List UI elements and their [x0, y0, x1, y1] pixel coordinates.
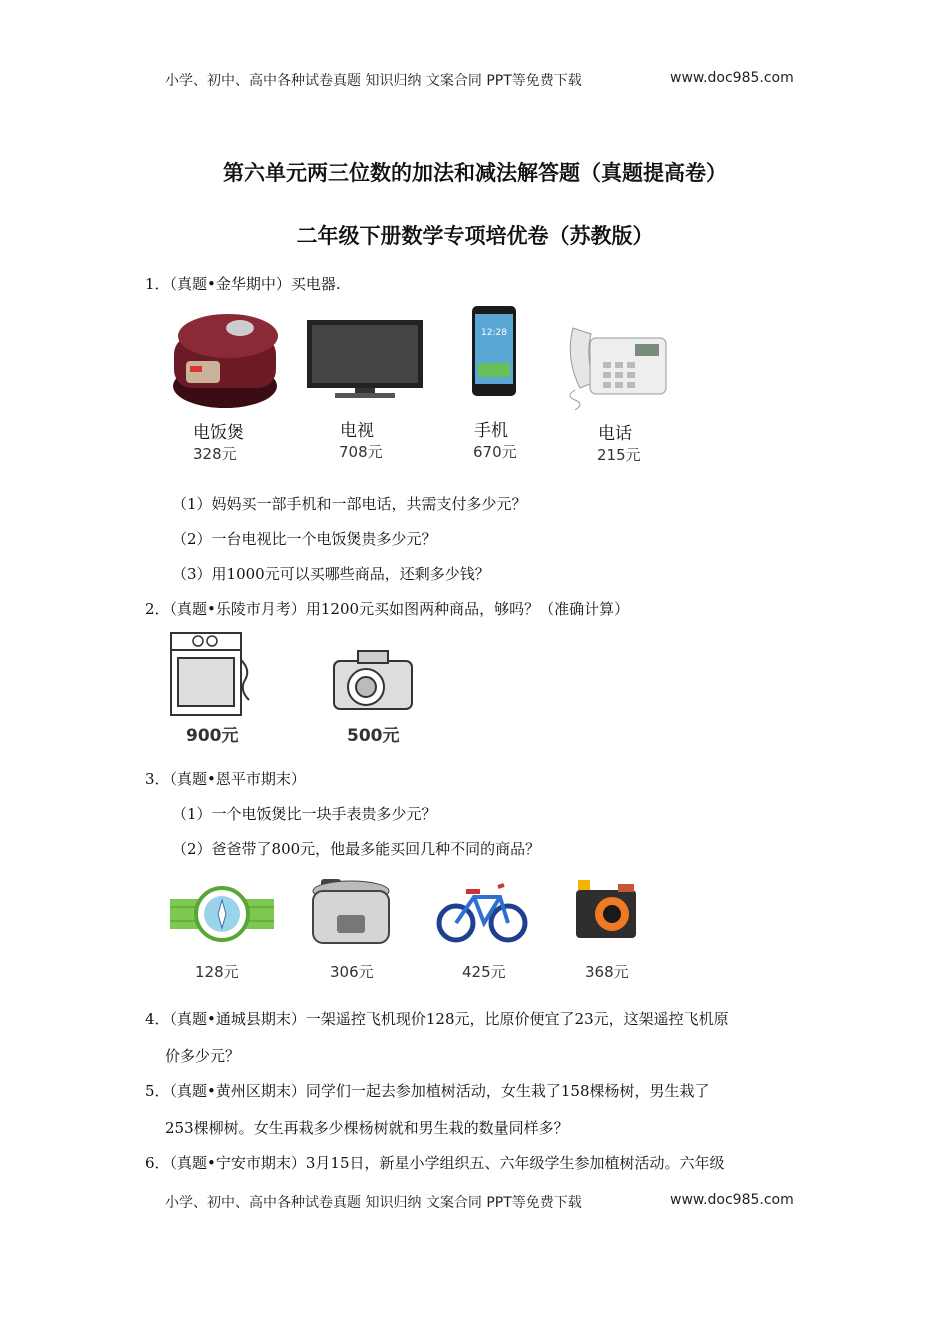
telephone-image	[555, 318, 670, 413]
camera-image	[330, 645, 416, 715]
camera-image	[574, 878, 644, 943]
q5-line1: 5．（真题•黄州区期末）同学们一起去参加植树活动，女生栽了158棵杨树，男生栽了	[145, 1082, 710, 1100]
document-subtitle: 二年级下册数学专项培优卷（苏教版）	[296, 224, 654, 248]
header-text: 小学、初中、高中各种试卷真题 知识归纳 文案合同 PPT等免费下载	[165, 73, 582, 89]
svg-text:12:28: 12:28	[481, 328, 507, 338]
item-price: 128元	[195, 963, 239, 981]
rice-cooker-image	[168, 306, 283, 416]
item-name: 电话	[598, 424, 632, 444]
rice-cooker-image	[307, 875, 395, 950]
page-footer	[165, 1192, 805, 1212]
q4-line1: 4．（真题•通城县期末）一架遥控飞机现价128元，比原价便宜了23元，这架遥控飞机原	[145, 1010, 729, 1028]
footer-text: 小学、初中、高中各种试卷真题 知识归纳 文案合同 PPT等免费下载	[165, 1195, 582, 1211]
item-price: 425元	[462, 963, 506, 981]
q3-stem: 3．（真题•恩平市期末）	[145, 770, 306, 788]
item-price: 368元	[585, 963, 629, 981]
television-image	[305, 318, 425, 400]
item-price: 306元	[330, 963, 374, 981]
footer-site: www.doc985.com	[670, 1192, 794, 1208]
mobile-phone-image	[470, 305, 520, 397]
item-price: 500元	[347, 726, 400, 746]
item-name: 电视	[340, 421, 374, 441]
item-price: 670元	[473, 443, 517, 461]
item-name: 电饭煲	[193, 423, 244, 443]
header-site: www.doc985.com	[670, 70, 794, 86]
q1-sub1: （1）妈妈买一部手机和一部电话，共需支付多少元？	[172, 495, 527, 513]
item-name: 手机	[474, 421, 508, 441]
q3-sub2: （2）爸爸带了800元，他最多能买回几种不同的商品？	[172, 840, 541, 858]
washing-machine-image	[168, 630, 253, 720]
q1-stem: 1．（真题•金华期中）买电器.	[145, 275, 341, 293]
q2-stem: 2．（真题•乐陵市月考）用1200元买如图两种商品，够吗？（准确计算）	[145, 600, 630, 618]
q6-line1: 6．（真题•宁安市期末）3月15日，新星小学组织五、六年级学生参加植树活动。六年级	[145, 1154, 725, 1172]
wristwatch-image	[168, 885, 276, 945]
q5-line2: 253棵柳树。女生再栽多少棵杨树就和男生栽的数量同样多？	[165, 1119, 569, 1137]
item-price: 708元	[339, 443, 383, 461]
bicycle-image	[436, 875, 528, 945]
q1-sub2: （2）一台电视比一个电饭煲贵多少元？	[172, 530, 437, 548]
q4-line2: 价多少元？	[165, 1047, 241, 1065]
q3-sub1: （1）一个电饭煲比一块手表贵多少元？	[172, 805, 437, 823]
item-price: 328元	[193, 445, 237, 463]
q1-sub3: （3）用1000元可以买哪些商品，还剩多少钱？	[172, 565, 490, 583]
item-price: 900元	[186, 726, 239, 746]
page-header	[165, 70, 805, 90]
document-title: 第六单元两三位数的加法和减法解答题（真题提高卷）	[223, 161, 727, 185]
item-price: 215元	[597, 446, 641, 464]
